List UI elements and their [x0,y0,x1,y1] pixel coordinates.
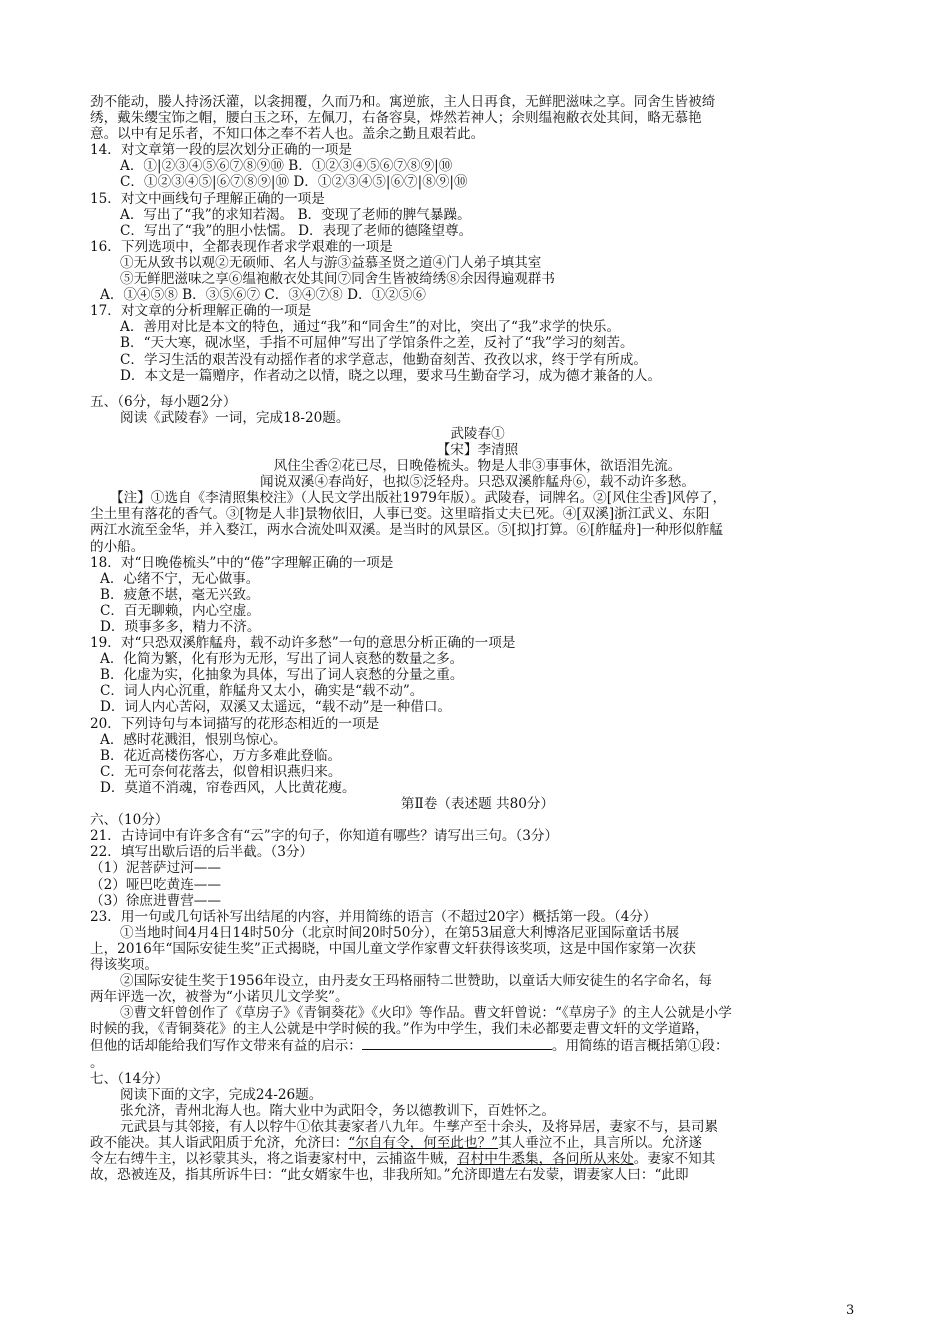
question-23-text: 但他的话却能给我们写作文带来有益的启示： [90,1038,362,1055]
question-22-item: （1）泥菩萨过河—— [90,860,221,877]
passage-line: 张允济，青州北海人也。隋大业中为武阳令，务以德教训下，百姓怀之。 [120,1102,555,1119]
question-22-item: （3）徐庶进曹营—— [90,892,221,909]
question-20-option: D．莫道不消魂，帘卷西风，人比黄花瘦。 [100,779,356,796]
question-23-paragraph: 得该奖项。 [90,956,158,973]
document-page [90,94,865,1183]
question-23-paragraph: 两年评选一次，被誉为“小诺贝儿文学奖”。 [90,989,349,1006]
section-5-instruction: 阅读《武陵春》一词，完成18-20题。 [120,409,350,426]
question-23-paragraph: ③曹文轩曾创作了《草房子》《青铜葵花》《火印》等作品。曹文轩曾说：“《草房子》的主人公就是小学 [120,1005,732,1022]
question-17-option: C．学习生活的艰苦没有动摇作者的求学意志，他勤奋刻苦、孜孜以求，终于学有所成。 [120,351,647,368]
question-23-paragraph: 上，2016年“国际安徒生奖”正式揭晓，中国儿童文学作家曹文轩获得该奖项，这是中国作家第一次获 [90,940,696,957]
question-17: 17．对文章的分析理解正确的一项是 [90,303,312,320]
passage-line: 故，恐被连及，指其所诉牛曰：“此女婿家牛也，非我所知。”允济即遣左右发蒙，谓妻家人曰：“此即 [90,1167,689,1184]
section-7-heading: 七、（14分） [90,1070,169,1087]
question-16-items: ⑤无鲜肥滋味之享⑥缊袍敝衣处其间⑦同舍生皆被绮绣⑧余因得遍观群书 [120,271,555,288]
question-15: 15．对文中画线句子理解正确的一项是 [90,190,325,207]
question-21: 21．古诗词中有许多含有“云”字的句子，你知道有哪些？请写出三句。（3分） [90,828,559,845]
passage-line [90,1151,865,1167]
passage-line: 意。以中有足乐者，不知口体之奉不若人也。盖余之勤且艰若此。 [90,126,485,143]
question-20-option: A．感时花溅泪，恨别鸟惊心。 [100,731,287,748]
question-22: 22．填写出歇后语的后半截。（3分） [90,844,314,861]
poem-note: 两江水流至金华，并入婺江，两水合流处叫双溪。是当时的风景区。⑤[拟]打算。⑥[舴艋舟]一种形似舴艋 [90,522,723,539]
question-16: 16．下列选项中，全都表现作者求学艰难的一项是 [90,238,393,255]
passage-text: 令左右缚牛主，以衫蒙其头，将之诣妻家村中，云捕盗牛贼， [90,1151,458,1168]
answer-blank[interactable] [362,1037,552,1050]
poem-note: 【注】①选自《李清照集校注》（人民文学出版社1979年版）。武陵春，词牌名。②[风住尘香]风停了， [110,490,727,507]
poem-note: 的小船。 [90,538,145,555]
question-23: 23．用一句或几句话补写出结尾的内容，并用简练的语言（不超过20字）概括第一段。（4分） [90,908,657,925]
section-7-instruction: 阅读下面的文字，完成24-26题。 [120,1086,323,1103]
poem-line: 风住尘香②花已尽，日晚倦梳头。物是人非③事事休，欲语泪先流。 [273,458,682,475]
question-18-option: B．疲惫不堪，毫无兴致。 [100,586,260,603]
section-5-heading: 五、（6分，每小题2分） [90,393,237,410]
question-23-paragraph: 时候的我，《青铜葵花》的主人公就是中学时候的我。”作为中学生，我们未必都要走曹文轩的文学道路， [90,1021,709,1038]
question-20-option: B．花近高楼伤客心，万方多难此登临。 [100,747,342,764]
passage-text: 其人垂泣不止，具言所以。允济遂 [498,1135,703,1151]
question-23-paragraph: ②国际安徒生奖于1956年设立，由丹麦女王玛格丽特二世赞助，以童话大师安徒生的名字命名，每 [120,973,712,990]
question-17-option: D．本文是一篇赠序，作者动之以情，晓之以理，要求马生勤奋学习，成为德才兼备的人。 [120,367,662,384]
question-19-option: D．词人内心苦闷，双溪又太遥远，“载不动”是一种借口。 [100,699,452,716]
question-20: 20．下列诗句与本词描写的花形态相近的一项是 [90,715,380,732]
part-2-heading: 第Ⅱ卷（表述题 共80分） [400,796,555,813]
question-18-option: C．百无聊赖，内心空虚。 [100,602,260,619]
passage-line: 绣，戴朱缨宝饰之帽，腰白玉之环，左佩刀，右备容臭，烨然若神人；余则缊袍敝衣处其间，略无慕艳 [90,110,702,127]
poem-author: 【宋】李清照 [436,441,519,458]
poem-line: 闻说双溪④春尚好，也拟⑤泛轻舟。只恐双溪舴艋舟⑥，载不动许多愁。 [260,474,695,491]
question-20-option: C．无可奈何花落去，似曾相识燕归来。 [100,763,342,780]
question-17-option: A．善用对比是本文的特色，通过“我”和“同舍生”的对比，突出了“我”求学的快乐。 [120,319,621,336]
passage-line [90,1135,865,1151]
passage-text: 。妻家不知其 [633,1151,716,1168]
question-23-paragraph: ①当地时间4月4日14时50分（北京时间20时50分），在第53届意大利博洛尼亚国际童话书展 [120,924,680,941]
question-23-text: 。用简练的语言概括第①段： [551,1038,729,1055]
question-19-option: C．词人内心沉重，舴艋舟又太小，确实是“载不动”。 [100,683,424,700]
question-22-item: （2）哑巴吃黄连—— [90,876,221,893]
passage-line: 元武县与其邻接，有人以牸牛①依其妻家者八九年。牛孳产至十余头，及将异居，妻家不与，县司累 [120,1118,719,1135]
question-16-options: A．①④⑤⑧ B．③⑤⑥⑦ C．③④⑦⑧ D．①②⑤⑥ [100,287,426,304]
question-18: 18．对“日晚倦梳头”中的“倦”字理解正确的一项是 [90,554,394,571]
question-23-paragraph [90,1037,865,1054]
underlined-sentence: 召村中牛悉集，各问所从来处 [457,1151,634,1168]
question-14-options: C．①②③④⑤|⑥⑦⑧⑨|⑩ D．①②③④⑤|⑥⑦|⑧⑨|⑩ [120,174,468,191]
passage-line: 劲不能动，媵人持汤沃灌，以衾拥覆，久而乃和。寓逆旅，主人日再食，无鲜肥滋味之享。同舍生皆被绮 [90,94,716,110]
question-16-items: ①无从致书以观②无硕师、名人与游③益慕圣贤之道④门人弟子填其室 [120,254,542,271]
question-14: 14．对文章第一段的层次划分正确的一项是 [90,142,352,159]
page-number: 3 [846,1303,855,1318]
poem-title: 武陵春① [450,425,505,442]
question-19-option: A．化简为繁，化有形为无形，写出了词人哀愁的数量之多。 [100,651,464,668]
question-14-options: A．①|②③④⑤⑥⑦⑧⑨⑩ B．①②③④⑤⑥⑦⑧⑨|⑩ [120,158,453,175]
question-17-option: B．“天大寒，砚冰坚，手指不可屈伸”写出了学馆条件之差，反衬了“我”学习的刻苦。 [120,335,634,352]
question-19: 19．对“只恐双溪舴艋舟，载不动许多愁”一句的意思分析正确的一项是 [90,635,516,652]
question-18-option: D．琐事多多，精力不济。 [100,619,261,635]
question-18-option: A．心绪不宁，无心做事。 [100,570,260,587]
question-15-options: C．写出了“我”的胆小怯懦。 D．表现了老师的德隆望尊。 [120,222,473,239]
passage-text: 政不能决。其人诣武阳质于允济，允济曰： [90,1135,349,1151]
question-23-paragraph: 。 [90,1054,104,1071]
question-19-option: B．化虚为实，化抽象为具体，写出了词人哀愁的分量之重。 [100,667,464,684]
underlined-sentence: “尔自有令，何至此也？” [348,1135,499,1151]
section-6-heading: 六、（10分） [90,812,169,829]
question-15-options: A．写出了“我”的求知若渴。 B．变现了老师的脾气暴躁。 [120,206,471,223]
poem-note: 尘土里有落花的香气。③[物是人非]景物依旧，人事已变。这里暗指丈夫已死。④[双溪]浙江武义、东阳 [90,506,710,523]
